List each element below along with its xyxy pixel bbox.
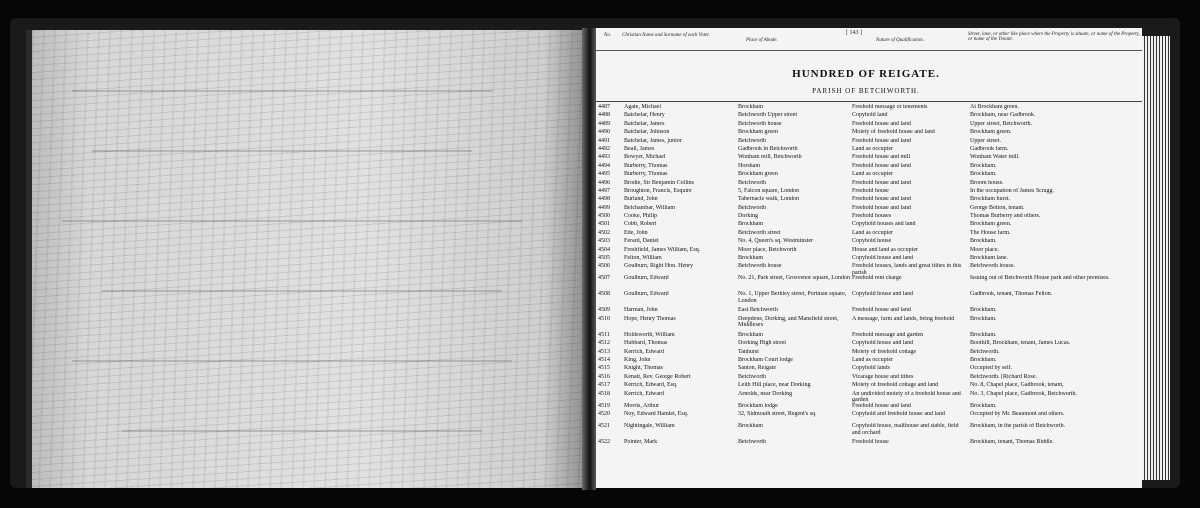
entry-no: 4515 [598,365,610,372]
entry-street: No. 3, Chapel place, Gadbrook, Betchworth. [970,390,1077,397]
entry-street: Issuing out of Betchworth House park and other premises. [970,275,1110,282]
entry-abode: 5, Falcon square, London [738,187,800,194]
entry-qual: Freehold house and land [852,196,911,203]
entry-abode: Betchworth [738,137,766,144]
entry-qual: Freehold house [852,438,889,445]
entry-abode: Brockham [738,104,763,110]
register-row [596,104,1142,112]
entry-no: 4503 [598,238,610,245]
register-row [596,291,1142,307]
entry-no: 4500 [598,213,610,220]
entry-qual: Copyhold house and land [852,340,914,347]
entry-qual: Freehold house and land [852,204,911,211]
entry-no: 4494 [598,162,610,169]
entry-abode: Leith Hill place, near Dorking [738,382,811,389]
entry-name: Hope, Henry Thomas [624,315,676,322]
entry-qual: Copyhold house and land [852,255,914,262]
entry-no: 4502 [598,229,610,236]
entry-name: Burberry, Thomas [624,162,668,169]
entry-street: Brockham, in the parish of Betchworth. [970,422,1066,429]
register-row [596,340,1142,348]
register-row [596,121,1142,129]
entry-name: Felton, William [624,255,662,262]
entry-no: 4499 [598,204,610,211]
register-row [596,423,1142,439]
entry-name: Goulburn, Edward [624,275,669,282]
register-row [596,275,1142,291]
entry-abode: Brockham [738,221,763,228]
entry-no: 4519 [598,402,610,409]
header-name: Christian Name and Surname of each Voter. [622,33,710,38]
entry-street: Brockham. [970,315,997,322]
entry-qual: Copyhold house [852,238,892,245]
column-headers [596,30,1142,51]
entry-qual: Copyhold land [852,112,888,119]
heading-rule [596,101,1142,102]
entry-name: Batchelar, Henry [624,112,665,119]
entry-name: Belchambar, William [624,204,676,211]
register-row [596,391,1142,403]
entry-street: Brockham hurst. [970,196,1010,203]
entry-name: Harman, John [624,307,658,314]
register-row [596,171,1142,179]
entry-qual: Freehold house and land [852,179,911,186]
entry-abode: Dorking High street [738,340,786,347]
entry-abode: Horsham [738,162,760,169]
entry-abode: Deepdene, Dorking, and Mansfield street, Middlesex [738,315,839,329]
entry-abode: Gadbrook in Betchworth [738,145,798,152]
register-row [596,163,1142,171]
entry-name: Batchelar, Johnson [624,129,670,136]
entry-no: 4514 [598,356,610,363]
entry-abode: Betchworth [738,373,766,380]
entry-name: Batchelar, James [624,120,665,127]
entry-qual: Land as occupier [852,356,893,363]
entry-no: 4501 [598,221,610,228]
entry-qual: Freehold message and garden [852,331,924,338]
entry-no: 4507 [598,275,610,282]
entry-no: 4504 [598,246,610,253]
entry-qual: Freehold rent charge [852,275,902,282]
register-row [596,230,1142,238]
entry-street: At Brockham green. [970,104,1019,110]
entry-abode: Betchworth [738,179,766,186]
register-row [596,316,1142,332]
entry-qual: Freehold house and land [852,120,911,127]
register-row [596,263,1142,275]
register-row [596,382,1142,390]
header-no: No. [604,33,612,38]
entry-street: Brockham. [970,331,997,338]
entry-name: Freshfield, James William, Esq. [624,246,701,253]
register-row [596,374,1142,382]
entry-abode: Wonham mill, Betchworth [738,154,802,161]
entry-qual: Moiety of freehold house and land [852,129,935,136]
entry-qual: Moiety of freehold cottage [852,348,917,355]
entry-street: Wonham Water mill. [970,154,1020,161]
entry-street: George Botton, tenant. [970,204,1025,211]
entry-street: In the occupation of James Scragg. [970,187,1054,194]
entry-abode: Tanhurst [738,348,759,355]
right-page [596,28,1142,488]
entry-street: Betchworth. [Richard Rose. [970,373,1037,380]
register-row [596,247,1142,255]
page-subtitle: PARISH OF BETCHWORTH. [812,87,920,95]
register-row [596,213,1142,221]
entry-qual: A message, farm and lands, being freehold [852,315,955,322]
register-row [596,146,1142,154]
register-row [596,411,1142,423]
page-title: HUNDRED OF REIGATE. [792,68,940,80]
entry-street: Betchworth house. [970,263,1015,270]
entry-no: 4509 [598,307,610,314]
entry-name: Cooke, Philip [624,213,658,220]
entry-abode: Brockham [738,331,763,338]
register-entries [596,104,1142,447]
entry-name: Holdsworth, William [624,331,675,338]
entry-street: Gadbrook, tenant, Thomas Felton. [970,291,1053,298]
page-number: [ 143 ] [846,30,862,36]
entry-qual: Freehold house and land [852,162,911,169]
register-row [596,365,1142,373]
entry-name: Kenatt, Rev. George Robert [624,373,691,380]
entry-abode: No. 1, Upper Berkley street, Portman square, London [738,291,847,305]
register-row [596,238,1142,246]
entry-qual: Copyhold house, malthouse and stable, field and orchard [852,422,959,436]
entry-street: Upper street. [970,137,1001,144]
entry-abode: Brockham green [738,171,778,178]
entry-no: 4505 [598,255,610,262]
entry-no: 4513 [598,348,610,355]
entry-name: King, John [624,356,651,363]
entry-no: 4493 [598,154,610,161]
entry-name: Knight, Thomas [624,365,663,372]
entry-name: Pointer, Mark [624,438,658,445]
entry-qual: Freehold house and land [852,402,911,409]
entry-name: Batchelar, James, junior [624,137,682,144]
entry-qual: Copyhold lands [852,365,890,372]
entry-street: Brockham. [970,171,997,178]
entry-name: Bowyer, Michael [624,154,666,161]
entry-no: 4489 [598,120,610,127]
entry-qual: Land as occupier [852,145,893,152]
register-row [596,357,1142,365]
entry-no: 4497 [598,187,610,194]
entry-abode: 32, Sidmouth street, Regent's sq. [738,410,817,417]
entry-no: 4521 [598,422,610,429]
entry-abode: Betchworth house [738,120,782,127]
entry-street: Broom house. [970,179,1004,186]
entry-street: Upper street, Betchworth. [970,120,1032,127]
entry-street: Brockham green. [970,129,1012,136]
entry-street: Boothill, Brockham, tenant, James Lucas. [970,340,1071,347]
entry-name: Kerrich, Edward, Esq. [624,382,678,389]
entry-name: Ferard, Daniel [624,238,659,245]
entry-abode: Betchworth [738,204,766,211]
register-row [596,154,1142,162]
entry-name: Noy, Edward Hamlet, Esq. [624,410,689,417]
entry-street: Brockham, near Gadbrook. [970,112,1036,119]
entry-abode: Brockham [738,255,763,262]
entry-qual: Freehold house [852,187,889,194]
entry-abode: Brockham green [738,129,778,136]
entry-qual: An undivided moiety of a freehold house and garden [852,390,961,404]
entry-abode: Brockham [738,422,763,429]
entry-qual: Land as occupier [852,229,893,236]
entry-no: 4512 [598,340,610,347]
entry-street: No. 8, Chapel place, Gadbrook, tenant, [970,382,1064,389]
entry-qual: Freehold message or tenements [852,104,928,110]
entry-abode: Betchworth street [738,229,781,236]
entry-street: Brockham. [970,162,997,169]
entry-name: Burberry, Thomas [624,171,668,178]
entry-abode: Betchworth Upper street [738,112,797,119]
entry-name: Broughton, Francis, Esquire [624,187,692,194]
entry-name: Nightingale, William [624,422,675,429]
entry-name: Kerrich, Edward [624,390,664,397]
register-row [596,221,1142,229]
entry-no: 4487 [598,104,610,110]
register-row [596,403,1142,411]
header-abode: Place of Abode. [746,38,778,43]
entry-street: Gadbrook farm. [970,145,1009,152]
entry-qual: Freehold house and mill [852,154,911,161]
entry-no: 4517 [598,382,610,389]
entry-name: Morris, Arthur [624,402,659,409]
header-street: Street, lane, or other like place where the Property is situate, or name of the Property, or name of the Tenant. [968,32,1140,42]
entry-abode: Dorking [738,213,758,220]
entry-no: 4506 [598,263,610,270]
entry-qual: Copyhold and freehold house and land [852,410,945,417]
page-edges [1142,36,1170,480]
register-row [596,138,1142,146]
entry-abode: Moor place, Betchworth [738,246,797,253]
entry-street: Moor place. [970,246,999,253]
register-row [596,196,1142,204]
entry-name: Hubbard, Thomas [624,340,668,347]
entry-abode: Betchworth [738,438,766,445]
entry-street: Brockham. [970,356,997,363]
entry-qual: Freehold house and land [852,137,911,144]
entry-qual: Copyhold house and land [852,291,914,298]
entry-abode: Brockham lodge [738,402,778,409]
entry-abode: Arnolds, near Dorking [738,390,793,397]
entry-qual: Vicarage house and tithes [852,373,914,380]
register-row [596,332,1142,340]
register-row [596,112,1142,120]
entry-street: Betchworth. [970,348,1000,355]
entry-street: Brockham lane. [970,255,1008,262]
entry-no: 4498 [598,196,610,203]
entry-qual: Freehold houses [852,213,892,220]
entry-no: 4522 [598,438,610,445]
entry-name: Beall, James [624,145,655,152]
entry-name: Kerrich, Edward [624,348,664,355]
entry-no: 4520 [598,410,610,417]
entry-qual: Freehold houses, lands and great tithes in this parish [852,263,962,277]
entry-name: Burland, John [624,196,658,203]
entry-no: 4488 [598,112,610,119]
entry-street: Brockham, tenant, Thomas Biddle. [970,438,1054,445]
left-page-bleed-through [26,30,588,488]
entry-no: 4492 [598,145,610,152]
entry-no: 4495 [598,171,610,178]
entry-street: Brockham. [970,307,997,314]
entry-abode: Tabernacle walk, London [738,196,800,203]
entry-no: 4508 [598,291,610,298]
entry-abode: East Betchworth [738,307,778,314]
entry-qual: House and land as occupier [852,246,918,253]
header-qualification: Nature of Qualification. [876,38,925,43]
entry-no: 4510 [598,315,610,322]
register-row [596,205,1142,213]
register-row [596,255,1142,263]
entry-no: 4496 [598,179,610,186]
entry-qual: Land as occupier [852,171,893,178]
register-row [596,129,1142,137]
register-row [596,188,1142,196]
entry-abode: Santon, Reigate [738,365,776,372]
entry-street: Thomas Burberry and others. [970,213,1041,220]
entry-name: Cobb, Robert [624,221,657,228]
entry-name: Agate, Michael [624,104,661,110]
entry-no: 4518 [598,390,610,397]
register-row [596,349,1142,357]
entry-no: 4491 [598,137,610,144]
register-row [596,307,1142,315]
entry-name: Goulburn, Edward [624,291,669,298]
entry-street: Brockham green. [970,221,1012,228]
entry-street: Occupied by Mr. Beaumont and others. [970,410,1065,417]
entry-abode: Betchworth house [738,263,782,270]
entry-name: Ede, John [624,229,648,236]
entry-abode: No. 21, Park street, Grosvenor square, London [738,275,850,282]
entry-no: 4516 [598,373,610,380]
register-row [596,439,1142,447]
entry-street: Brockham. [970,238,997,245]
entry-name: Brodie, Sir Benjamin Collins [624,179,694,186]
entry-abode: No. 4, Queen's sq. Westminster [738,238,813,245]
entry-no: 4511 [598,331,610,338]
entry-qual: Copyhold houses and land [852,221,916,228]
entry-name: Goulburn, Right Hon. Henry [624,263,694,270]
entry-qual: Moiety of freehold cottage and land [852,382,939,389]
register-row [596,180,1142,188]
entry-street: Occupied by self. [970,365,1013,372]
entry-street: Brockham. [970,402,997,409]
entry-abode: Brockham Court lodge [738,356,793,363]
book-gutter [582,28,596,490]
entry-street: The House farm. [970,229,1011,236]
entry-qual: Freehold house and land [852,307,911,314]
entry-no: 4490 [598,129,610,136]
